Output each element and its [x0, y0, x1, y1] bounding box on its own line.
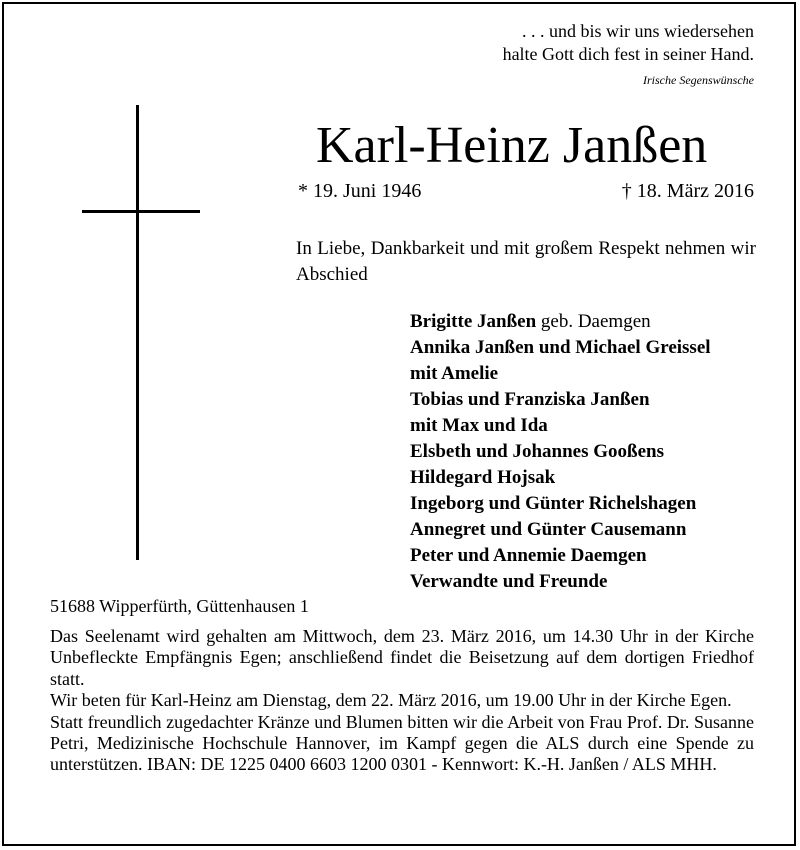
mourner-name: Brigitte Janßen — [410, 311, 537, 332]
cross-icon-vertical — [136, 105, 139, 560]
mourner-line: Verwandte und Freunde — [410, 571, 608, 592]
death-date: † 18. März 2016 — [621, 180, 754, 202]
prayer-paragraph: Wir beten für Karl-Heinz am Dienstag, dem 22. März 2016, um 19.00 Uhr in der Kirche Egen. — [50, 690, 732, 711]
mourners-list — [410, 309, 711, 595]
mourner-note: geb. Daemgen — [536, 311, 651, 332]
family-address: 51688 Wipperfürth, Güttenhausen 1 — [50, 596, 309, 616]
mourner-line: Tobias und Franziska Janßen — [410, 389, 650, 410]
mourner-line: Hildegard Hojsak — [410, 467, 556, 488]
mourner-line: Elsbeth und Johannes Gooßens — [410, 441, 664, 462]
mourner-line: mit Max und Ida — [410, 415, 548, 436]
mourner-line: Annegret und Günter Causemann — [410, 519, 687, 540]
cross-icon-horizontal — [82, 210, 200, 213]
quote-line-1: . . . und bis wir uns wiedersehen — [522, 21, 754, 41]
mourner-line: mit Amelie — [410, 363, 499, 384]
quote-line-2: halte Gott dich fest in seiner Hand. — [502, 44, 754, 64]
deceased-name: Karl-Heinz Janßen — [316, 117, 708, 174]
requiem-paragraph: Das Seelenamt wird gehalten am Mittwoch, dem 23. März 2016, um 14.30 Uhr in der Kirche Unbefleckte Empfängnis Egen; anschließend findet die Beisetzung auf dem dortigen Friedhof statt. — [50, 626, 754, 689]
donation-paragraph: Statt freundlich zugedachter Kränze und Blumen bitten wir die Arbeit von Frau Prof. Dr. Susanne Petri, Medizinische Hochschule Hannover, im Kampf gegen die ALS durch eine Spende zu unterstützen. IBAN: DE 1225 0400 6603 1200 0301 - Kennwort: K.-H. Janßen / ALS MHH. — [50, 711, 754, 775]
quote-block — [503, 20, 754, 88]
quote-source: Irische Segenswünsche — [643, 73, 754, 87]
mourner-line: Ingeborg und Günter Richelshagen — [410, 493, 697, 514]
mourner-line: Annika Janßen und Michael Greissel — [410, 337, 711, 358]
mourner-line: Peter und Annemie Daemgen — [410, 545, 647, 566]
mourner-line — [410, 309, 711, 335]
birth-date: * 19. Juni 1946 — [298, 180, 422, 202]
farewell-text: In Liebe, Dankbarkeit und mit großem Respekt nehmen wir Abschied — [296, 238, 756, 285]
service-details — [50, 626, 754, 776]
